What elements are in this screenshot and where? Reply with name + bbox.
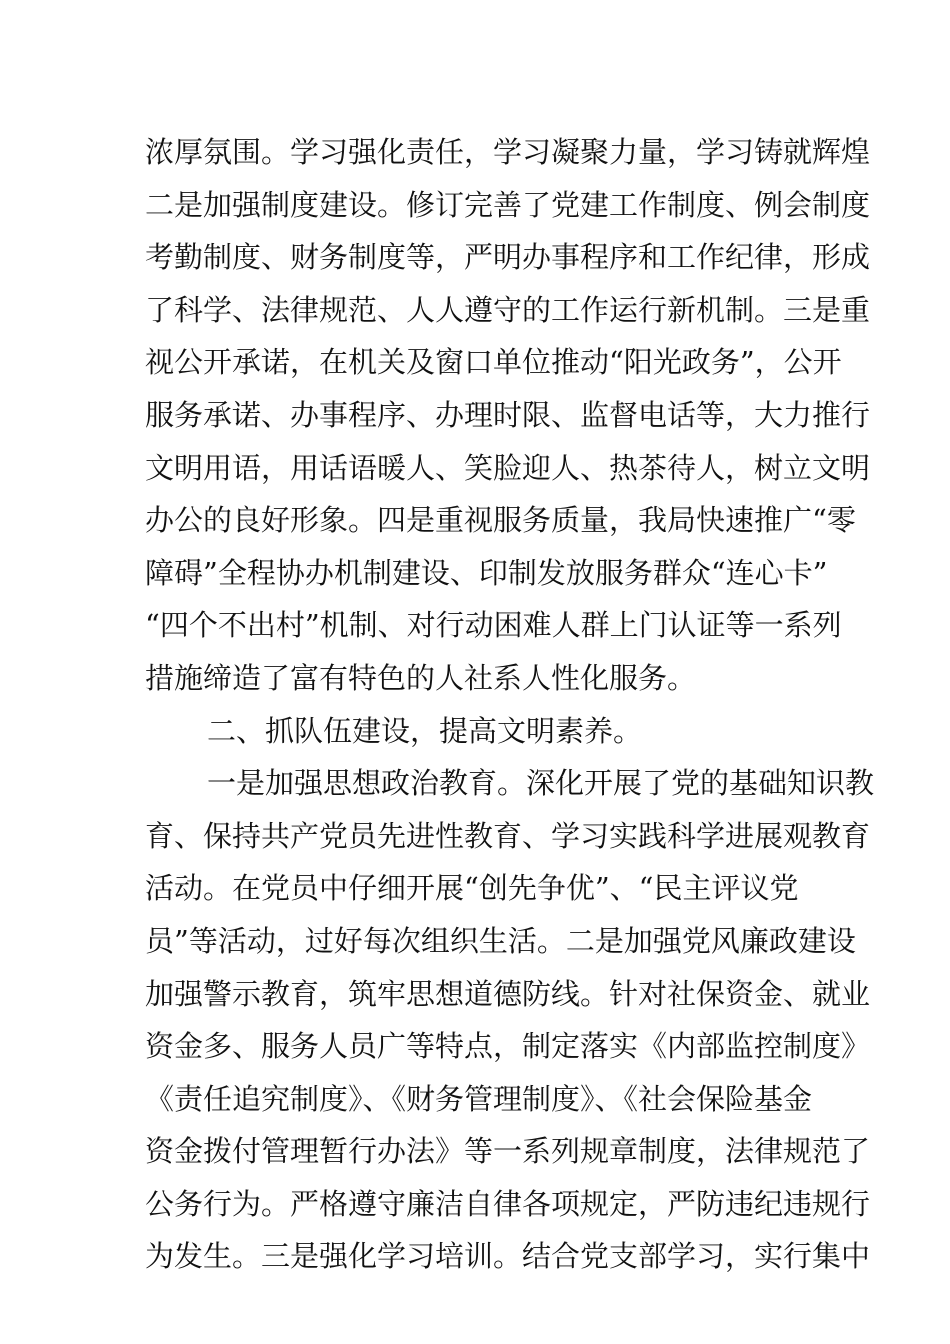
text-line: 浓厚氛围。学习强化责任，学习凝聚力量，学习铸就辉煌	[145, 135, 871, 169]
text-line: 办公的良好形象。四是重视服务质量，我局快速推广“零	[145, 503, 856, 538]
text-line: 育、保持共产党员先进性教育、学习实践科学进展观教育	[145, 818, 871, 853]
text-line: 障碍”全程协办机制建设、印制发放服务群众“连心卡”	[145, 555, 828, 590]
text-line: 服务承诺、办事程序、办理时限、监督电话等，大力推行	[145, 397, 871, 432]
text-line: 员”等活动，过好每次组织生活。二是加强党风廉政建设	[145, 923, 856, 958]
text-line: 措施缔造了富有特色的人社系人性化服务。	[145, 660, 697, 695]
paragraph-first-line: 一是加强思想政治教育。深化开展了党的基础知识教	[207, 766, 875, 801]
text-line: 资金多、服务人员广等特点，制定落实《内部监控制度》	[145, 1029, 871, 1064]
text-line: 《责任追究制度》、《财务管理制度》、《社会保险基金	[145, 1081, 813, 1116]
text-line: 二是加强制度建设。修订完善了党建工作制度、例会制度	[145, 187, 871, 222]
text-line: 文明用语，用话语暖人、笑脸迎人、热茶待人，树立文明	[145, 450, 871, 485]
section-heading: 二、抓队伍建设，提高文明素养。	[207, 713, 643, 748]
document-body	[145, 126, 875, 1283]
text-line: 公务行为。严格遵守廉洁自律各项规定，严防违纪违规行	[145, 1186, 871, 1221]
text-line: 加强警示教育，筑牢思想道德防线。针对社保资金、就业	[145, 976, 871, 1011]
text-line: “四个不出村”机制、对行动困难人群上门认证等一系列	[145, 608, 842, 643]
text-line: 视公开承诺，在机关及窗口单位推动“阳光政务”，公开	[145, 345, 842, 380]
text-line: 考勤制度、财务制度等，严明办事程序和工作纪律，形成	[145, 240, 871, 275]
text-line: 了科学、法律规范、人人遵守的工作运行新机制。三是重	[145, 292, 871, 327]
text-line: 资金拨付管理暂行办法》等一系列规章制度，法律规范了	[145, 1134, 871, 1169]
text-line: 活动。在党员中仔细开展“创先争优”、“民主评议党	[145, 871, 799, 906]
text-line: 为发生。三是强化学习培训。结合党支部学习，实行集中	[145, 1239, 871, 1274]
